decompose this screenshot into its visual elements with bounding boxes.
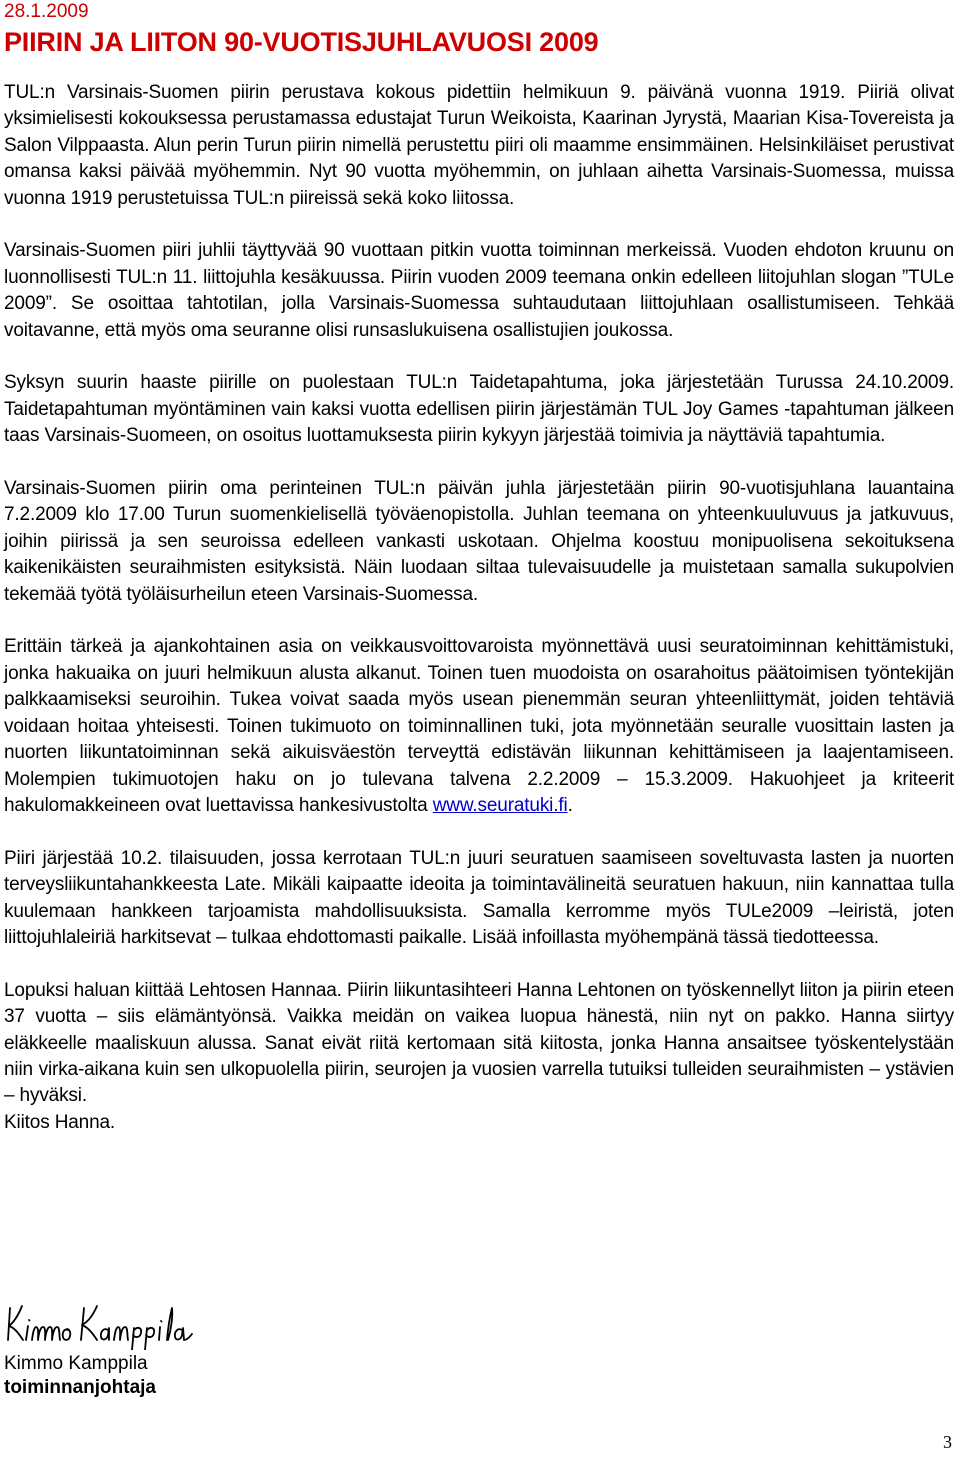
paragraph-art-event: Syksyn suurin haaste piirille on puolestaan TUL:n Taidetapahtuma, joka järjestetään Turussa 24.10.2009. Taidetapahtuman myöntäminen vain kaksi vuotta edellisen piirin järjestämän TUL Joy Games -tapahtuman jälkeen taas Varsinais-Suomeen, on osoitus luottamuksesta piirin kykyyn järjestää toimivia ja näyttäviä tapahtumia. xyxy=(4,372,954,447)
funding-trailing: . xyxy=(567,794,573,816)
paragraph-club-funding xyxy=(4,634,954,819)
handwritten-signature xyxy=(4,1300,204,1350)
paragraph-info-evening: Piiri järjestää 10.2. tilaisuuden, jossa kerrotaan TUL:n juuri seuratuen saamiseen soveltuvasta lasten ja nuorten terveysliikuntahankkeesta Late. Mikäli kaipaatte ideoita ja toimintavälineitä seuratuen hakuun, niin kannattaa tulla kuulemaan hankkeen tarjoamista mahdollisuuksista. Samalla kerromme myös TULe2009 –leiristä, joten liittojuhlaleiriä harkitsevat – tulkaa ehdottomasti paikalle. Lisää infoillasta myöhempänä tässä tiedotteessa. xyxy=(4,847,954,948)
paragraph-thanks xyxy=(4,978,954,1136)
paragraph-anniversary-year: Varsinais-Suomen piiri juhlii täyttyvää 90 vuottaan pitkin vuotta toiminnan merkeissä. Vuoden ehdoton kruunu on luonnollisesti TUL:n 11. liittojuhla kesäkuussa. Piirin vuoden 2009 teemana onkin edelleen liitojuhlan slogan ”TULe 2009”. Se osoittaa tahtotilan, jolla Varsinais-Suomessa suhtaudutaan liittojuhlaan osallistumiseen. Tehkää voitavanne, että myös oma seuranne olisi runsaslukuisena osallistujien joukossa. xyxy=(4,240,954,341)
thanks-text: Lopuksi haluan kiittää Lehtosen Hannaa. Piirin liikuntasihteeri Hanna Lehtonen on työskennellyt liiton ja piirin eteen 37 vuotta – siis elämäntyönsä. Vaikka meidän on vaikea luopua hänestä, niin nyt on pakko. Hanna siirtyy eläkkeelle maaliskuun alussa. Sanat eivät riitä kertomaan sitä kiitosta, jonka Hanna ansaitsee työskentelystään niin virka-aikana kuin sen ulkopuolella piirin, seurojen ja vuosien varrella tutuiksi tulleiden seuraihmisten – ystävien – hyväksi. xyxy=(4,979,954,1107)
document-title: PIIRIN JA LIITON 90-VUOTISJUHLAVUOSI 2009 xyxy=(4,27,599,57)
funding-text: Erittäin tärkeä ja ajankohtainen asia on veikkausvoittovaroista myönnettävä uusi seuratoiminnan kehittämistuki, jonka hakuaika on juuri helmikuun alusta alkanut. Toinen tuen muodoista on osarahoitus päätoimisen työntekijän palkkaamiseksi seuroihin. Tukea voivat saada myös usean pienemmän seuran yhteenliittymät, joiden tehtäviä voidaan hoitaa yhteisesti. Toinen tukimuoto on toiminnallinen tuki, jota myönnetään seuralle vuosittain lasten ja nuorten liikuntatoiminnan sekä aikuisväestön terveyttä edistävän liikunnan kehittämiseen ja laajentamiseen. Molempien tukimuotojen haku on jo tulevana talvena 2.2.2009 – 15.3.2009. Hakuohjeet ja kriteerit hakulomakkeineen ovat luettavissa hankesivustolta xyxy=(4,636,954,816)
seuratuki-link[interactable]: www.seuratuki.fi xyxy=(432,794,568,816)
signer-role: toiminnanjohtaja xyxy=(4,1377,156,1398)
paragraph-tul-day: Varsinais-Suomen piirin oma perinteinen TUL:n päivän juhla järjestetään piirin 90-vuotisjuhlana lauantaina 7.2.2009 klo 17.00 Turun suomenkielisellä työväenopistolla. Juhlan teemana on yhteenkuuluvuus ja jatkuvuus, joihin piirissä ja sen seuroissa edelleen vankasti uskotaan. Ohjelma koostuu monipuolisena sekoituksena kaikenikäisten seuraihmisten esityksistä. Näin luodaan siltaa tulevaisuudelle ja muistetaan samalla sukupolvien tekemää työtä työläisurheilun eteen Varsinais-Suomessa. xyxy=(4,478,954,605)
closing-line: Kiitos Hanna. xyxy=(4,1111,116,1133)
signer-name: Kimmo Kamppila xyxy=(4,1353,148,1374)
paragraph-history: TUL:n Varsinais-Suomen piirin perustava kokous pidettiin helmikuun 9. päivänä vuonna 1919. Piiriä olivat yksimielisesti kokouksessa perustamassa edustajat Turun Weikoista, Kaarinan Jyrystä, Maarian Kisa-Tovereista ja Salon Vilppaasta. Alun perin Turun piirin nimellä perustettu piiri oli maamme ensimmäinen. Helsinkiläiset perustivat omansa kaksi päivää myöhemmin. Nyt 90 vuotta myöhemmin, on juhlaan aihetta Varsinais-Suomessa, muissa vuonna 1919 perustetuissa TUL:n piireissä sekä koko liitossa. xyxy=(4,82,954,209)
page-number: 3 xyxy=(943,1432,952,1452)
document-date: 28.1.2009 xyxy=(4,1,89,22)
article-body xyxy=(4,80,954,1136)
